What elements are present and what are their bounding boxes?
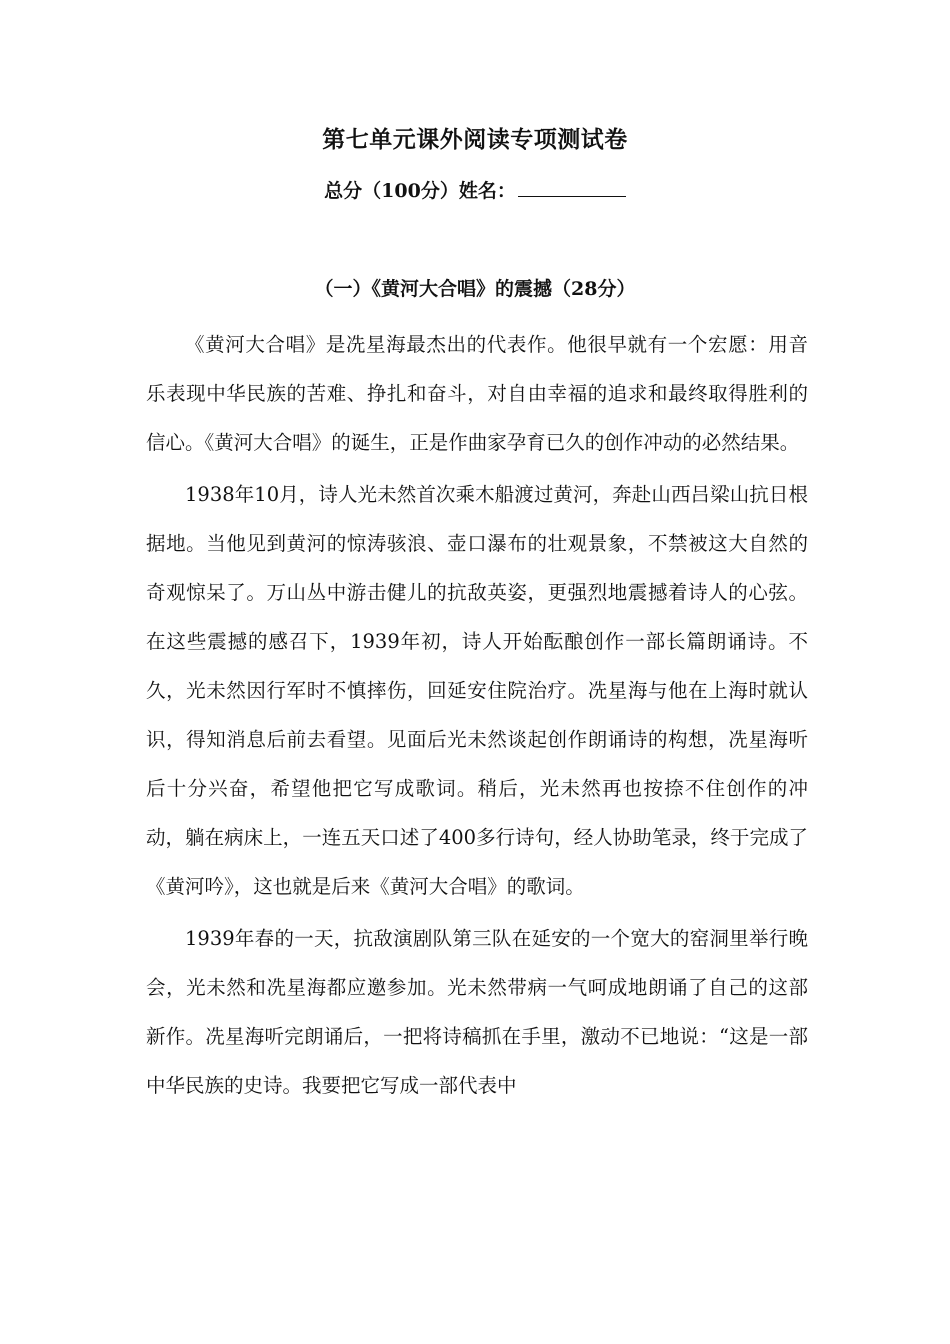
paragraph-2: 1938年10月，诗人光未然首次乘木船渡过黄河，奔赴山西吕梁山抗日根据地。当他见到黄河的惊涛骇浪、壶口瀑布的壮观景象，不禁被这大自然的奇观惊呆了。万山丛中游击健儿的抗敌英姿，更强烈地震撼着诗人的心弦。在这些震撼的感召下，1939年初，诗人开始酝酿创作一部长篇朗诵诗。不久，光未然因行军时不慎摔伤，回延安住院治疗。冼星海与他在上海时就认识，得知消息后前去看望。见面后光未然谈起创作朗诵诗的构想，冼星海听后十分兴奋，希望他把它写成歌词。稍后，光未然再也按捺不住创作的冲动，躺在病床上，一连五天口述了400多行诗句，经人协助笔录，终于完成了《黄河吟》，这也就是后来《黄河大合唱》的歌词。 <box>146 483 808 898</box>
score-name-line <box>0 175 950 207</box>
paragraph-1: 《黄河大合唱》是冼星海最杰出的代表作。他很早就有一个宏愿：用音乐表现中华民族的苦难、挣扎和奋斗，对自由幸福的追求和最终取得胜利的信心。《黄河大合唱》的诞生，正是作曲家孕育已久的创作冲动的必然结果。 <box>146 333 808 454</box>
name-blank <box>518 178 626 197</box>
document-title: 第七单元课外阅读专项测试卷 <box>322 126 628 153</box>
score-label: 总分（100分）姓名： <box>324 180 516 202</box>
section-heading: （一）《黄河大合唱》的震撼（28分） <box>314 278 636 300</box>
article-body <box>146 320 808 1113</box>
paragraph-3: 1939年春的一天，抗敌演剧队第三队在延安的一个宽大的窑洞里举行晚会，光未然和冼星海都应邀参加。光未然带病一气呵成地朗诵了自己的这部新作。冼星海听完朗诵后，一把将诗稿抓在手里，激动不已地说：“这是一部中华民族的史诗。我要把它写成一部代表中 <box>146 927 808 1097</box>
